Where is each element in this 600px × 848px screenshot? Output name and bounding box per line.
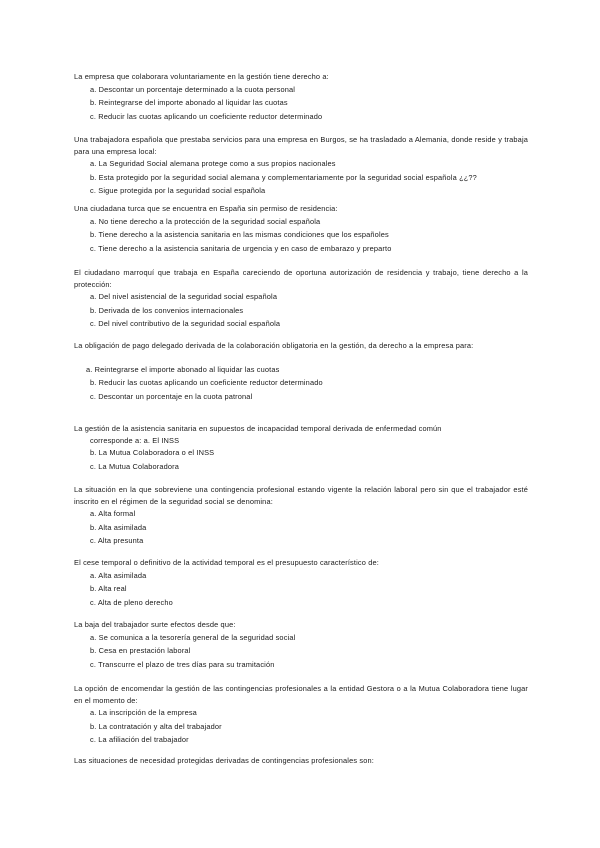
question-9 [74, 619, 528, 671]
answer-option-b: b. Derivada de los convenios internacionales [90, 305, 244, 315]
answer-option-c: c. Transcurre el plazo de tres días para su tramitación [90, 659, 275, 669]
question-2 [74, 134, 528, 198]
answer-option-c: c. Del nivel contributivo de la seguridad social española [90, 319, 281, 329]
answer-option-a: a. Del nivel asistencial de la seguridad social española [90, 292, 278, 302]
question-1 [74, 71, 528, 123]
answer-option-c: c. Alta de pleno derecho [90, 597, 173, 607]
answer-options [74, 507, 528, 548]
answer-options [74, 631, 528, 672]
answer-option-c: c. Reducir las cuotas aplicando un coeficiente reductor determinado [90, 111, 323, 121]
answer-option-a: a. Se comunica a la tesorería general de la seguridad social [90, 632, 296, 642]
answer-option-b: b. Reintegrarse del importe abonado al liquidar las cuotas [90, 98, 288, 108]
answer-option-b: b. Alta asimilada [90, 522, 147, 532]
answer-options [74, 83, 528, 124]
answer-option-b: b. Tiene derecho a la asistencia sanitaria en las mismas condiciones que los españoles [90, 230, 389, 240]
question-stem: La gestión de la asistencia sanitaria en supuestos de incapacidad temporal derivada de enfermedad común [74, 424, 442, 433]
answer-options [74, 290, 528, 331]
question-stem-continued: corresponde a: a. El INSS [90, 435, 180, 445]
question-stem: La obligación de pago delegado derivada de la colaboración obligatoria en la gestión, da derecho a la empresa para: [74, 341, 474, 350]
answer-options [74, 157, 528, 198]
question-10 [74, 683, 528, 747]
question-stem: La baja del trabajador surte efectos desde que: [74, 620, 236, 629]
question-4 [74, 267, 528, 331]
answer-option-a: a. No tiene derecho a la protección de la seguridad social española [90, 216, 321, 226]
question-stem: Una ciudadana turca que se encuentra en España sin permiso de residencia: [74, 204, 338, 213]
answer-option-c: c. Descontar un porcentaje en la cuota patronal [90, 391, 253, 401]
question-6 [74, 423, 528, 473]
answer-option-a: a. Alta asimilada [90, 570, 147, 580]
answer-options [74, 363, 528, 404]
answer-option-b: b. Alta real [90, 584, 127, 594]
question-5 [74, 340, 528, 403]
question-3 [74, 203, 528, 255]
answer-option-c: c. La Mutua Colaboradora [90, 461, 180, 471]
question-stem: La empresa que colaborara voluntariamente en la gestión tiene derecho a: [74, 72, 329, 81]
answer-option-a: a. Alta formal [90, 509, 136, 519]
question-stem: La opción de encomendar la gestión de las contingencias profesionales a la entidad Gestora o a la Mutua Colaboradora tiene lugar en el momento de: [74, 684, 528, 705]
question-stem: El ciudadano marroquí que trabaja en España careciendo de oportuna autorización de residencia y trabajo, tiene derecho a la protección: [74, 268, 528, 289]
question-7 [74, 484, 528, 548]
answer-option-c: c. Tiene derecho a la asistencia sanitaria de urgencia y en caso de embarazo y preparto [90, 243, 392, 253]
answer-option-b: b. Cesa en prestación laboral [90, 646, 191, 656]
answer-options [74, 446, 528, 473]
question-stem: Una trabajadora española que prestaba servicios para una empresa en Burgos, se ha trasladado a Alemania, donde reside y trabaja para una empresa local: [74, 135, 528, 156]
question-stem: El cese temporal o definitivo de la actividad temporal es el presupuesto característico de: [74, 558, 379, 567]
question-stem: La situación en la que sobreviene una contingencia profesional estando vigente la relación laboral pero sin que el trabajador esté inscrito en el régimen de la seguridad social se denomina: [74, 485, 528, 506]
answer-option-b: b. Reducir las cuotas aplicando un coeficiente reductor determinado [90, 378, 323, 388]
question-stem: Las situaciones de necesidad protegidas derivadas de contingencias profesionales son: [74, 756, 374, 765]
answer-option-b: b. La contratación y alta del trabajador [90, 721, 222, 731]
answer-option-a: a. Descontar un porcentaje determinado a la cuota personal [90, 84, 296, 94]
question-8 [74, 557, 528, 609]
answer-option-c: c. Alta presunta [90, 536, 144, 546]
answer-option-b: b. Esta protegido por la seguridad social alemana y complementariamente por la seguridad social española ¿¿?? [90, 172, 477, 182]
answer-option-b: b. La Mutua Colaboradora o el INSS [90, 448, 215, 458]
question-11 [74, 755, 528, 767]
answer-options [74, 569, 528, 610]
answer-option-c: c. Sigue protegida por la seguridad social española [90, 186, 266, 196]
answer-options [74, 215, 528, 256]
answer-option-a: a. Reintegrarse el importe abonado al liquidar las cuotas [86, 364, 280, 374]
answer-option-c: c. La afiliación del trabajador [90, 735, 189, 745]
answer-option-a: a. La Seguridad Social alemana protege como a sus propios nacionales [90, 159, 336, 169]
answer-option-a: a. La inscripción de la empresa [90, 708, 197, 718]
answer-options [74, 706, 528, 747]
